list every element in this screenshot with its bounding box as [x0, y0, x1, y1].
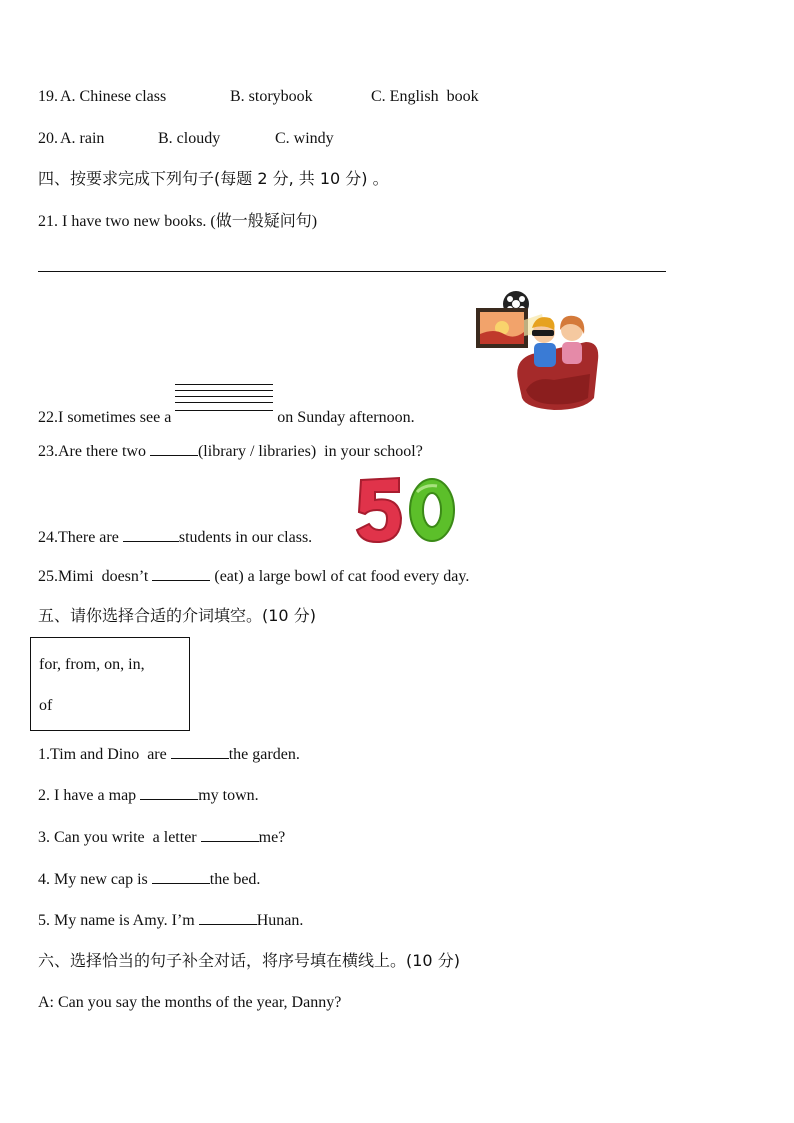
q21 [38, 212, 317, 232]
q25 [38, 566, 469, 587]
s5-q1 [38, 744, 300, 765]
s5-q5-text-before: 5. My name is Amy. I’m [38, 912, 195, 929]
section6-title: 六、选择恰当的句子补全对话，将序号填在横线上。(10 分) [38, 951, 460, 970]
s5-q1-text-after: the garden. [228, 746, 300, 763]
section5-title: 五、请你选择合适的介词填空。(10 分) [38, 606, 316, 625]
s5-q1-text-before: 1.Tim and Dino are [38, 746, 167, 763]
q20-option-c: C. windy [275, 130, 334, 147]
s5-q5-text-after: Hunan. [256, 912, 304, 929]
q19-number: 19. [38, 88, 58, 105]
q24-blank[interactable] [123, 527, 179, 542]
q19-option-b: B. storybook [230, 88, 313, 105]
q20-option-a: A. rain [60, 130, 105, 147]
word-bank-line-1: for, from, on, in, [39, 656, 145, 673]
s5-q3-text-after: me? [258, 829, 286, 846]
q19-option-c: C. English book [371, 88, 479, 105]
q25-text-after: (eat) a large bowl of cat food every day. [214, 568, 470, 585]
q25-blank[interactable] [152, 566, 210, 581]
s5-q5 [38, 910, 303, 931]
q20-number: 20. [38, 130, 58, 147]
s5-q2-text-before: 2. I have a map [38, 787, 137, 804]
s5-q4-text-after: the bed. [209, 871, 261, 888]
q25-text-before: 25.Mimi doesn’t [38, 568, 149, 585]
s5-q2-text-after: my town. [198, 787, 259, 804]
q20-option-b: B. cloudy [158, 130, 221, 147]
s5-q3-text-before: 3. Can you write a letter [38, 829, 197, 846]
q22 [38, 398, 415, 428]
q23-text-before: 23.Are there two [38, 443, 146, 460]
number-fifty-illustration [355, 474, 457, 546]
s5-q4-blank[interactable] [152, 869, 210, 884]
q24-text-after: students in our class. [178, 529, 313, 546]
word-bank-line-2: of [39, 697, 53, 714]
q24-text-before: 24.There are [38, 529, 119, 546]
q22-answer-lines[interactable] [175, 398, 273, 428]
q24 [38, 527, 312, 548]
q23 [38, 441, 423, 462]
word-bank-box [30, 637, 190, 731]
q19-option-a: A. Chinese class [60, 88, 167, 105]
s5-q1-blank[interactable] [171, 744, 229, 759]
q21-answer-line[interactable] [38, 271, 666, 272]
q21-number: 21 [38, 213, 54, 230]
s5-q2-blank[interactable] [140, 785, 198, 800]
s5-q4 [38, 869, 260, 890]
cinema-illustration [474, 290, 600, 414]
dialog-line-a1: A: Can you say the months of the year, Danny? [38, 994, 342, 1011]
section4-title: 四、按要求完成下列句子(每题 2 分, 共 10 分) 。 [38, 169, 389, 188]
q21-text: . I have two new books. (做一般疑问句) [54, 213, 318, 230]
s5-q2 [38, 785, 259, 806]
q22-text-before: 22.I sometimes see a [38, 409, 172, 426]
s5-q3-blank[interactable] [201, 827, 259, 842]
q23-text-after: (library / libraries) in your school? [197, 443, 423, 460]
q23-blank[interactable] [150, 441, 198, 456]
s5-q5-blank[interactable] [199, 910, 257, 925]
s5-q4-text-before: 4. My new cap is [38, 871, 148, 888]
q22-text-after: on Sunday afternoon. [277, 409, 415, 426]
s5-q3 [38, 827, 285, 848]
